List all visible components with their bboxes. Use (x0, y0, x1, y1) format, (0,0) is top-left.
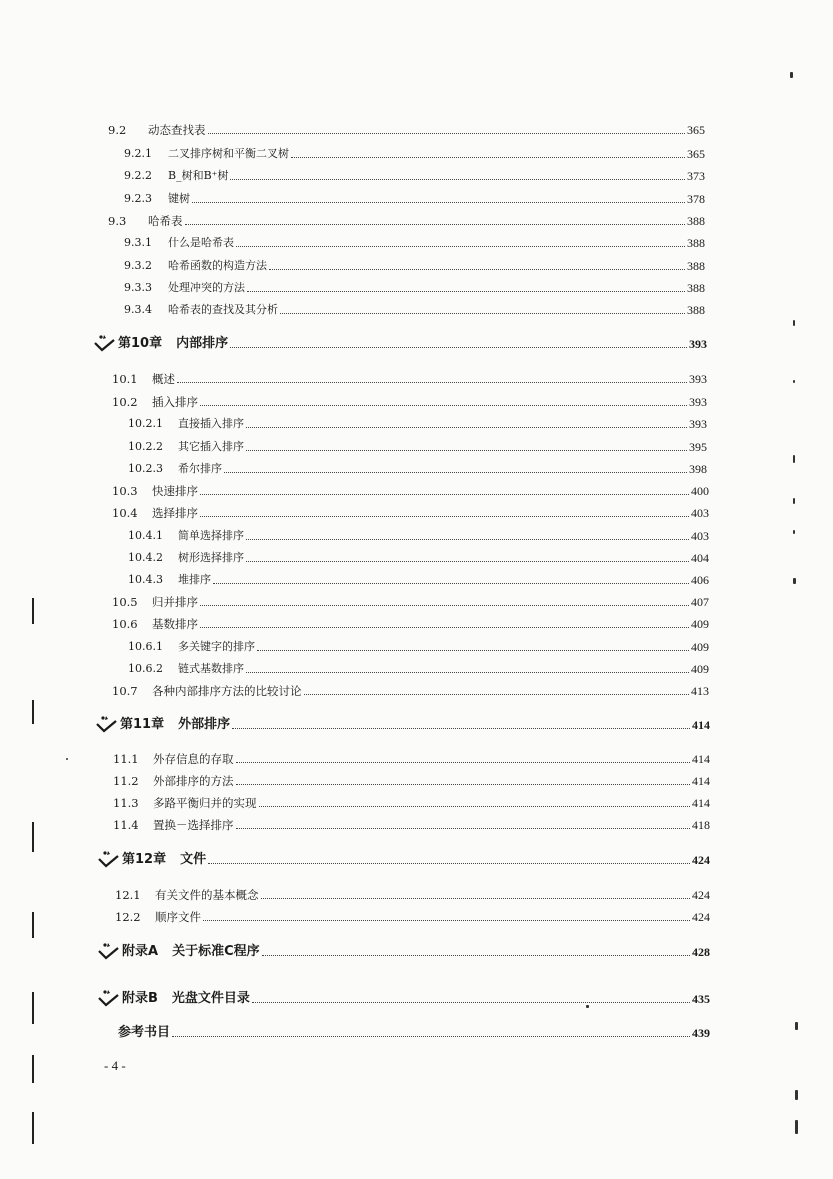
toc-entry[interactable] (115, 888, 710, 902)
toc-entry[interactable] (120, 718, 710, 732)
toc-entry-number: 第11章 (120, 717, 165, 732)
toc-entry-title: 参考书目 (118, 1025, 171, 1040)
dot-leader (172, 1035, 690, 1037)
toc-entry-number: 12.1 (115, 888, 141, 902)
toc-entry-title: 多路平衡归并的实现 (153, 796, 257, 810)
dot-leader (230, 346, 687, 348)
toc-entry-number: 9.2.1 (124, 147, 152, 160)
toc-entry-number: 附录B (122, 991, 158, 1006)
toc-entry-title: 处理冲突的方法 (168, 281, 245, 294)
scan-speck (795, 1022, 798, 1030)
toc-entry-page: 395 (689, 440, 707, 454)
toc-entry[interactable] (124, 281, 705, 295)
dot-leader (208, 132, 686, 134)
toc-entry-page: 414 (692, 752, 710, 766)
dot-leader (203, 919, 690, 921)
toc-entry[interactable] (124, 236, 705, 250)
toc-entry-title: 快速排序 (152, 484, 198, 498)
toc-entry-title: 概述 (152, 372, 175, 386)
toc-entry-page: 388 (687, 214, 705, 228)
toc-entry-page: 393 (689, 395, 707, 409)
dot-leader (185, 223, 686, 225)
toc-entry[interactable] (128, 529, 709, 543)
toc-entry-page: 413 (691, 684, 709, 698)
scan-speck (66, 758, 68, 760)
toc-entry-title: 基数排序 (152, 617, 198, 631)
dot-leader (247, 290, 685, 292)
toc-entry-number: 9.2.3 (124, 192, 152, 205)
toc-entry-number: 9.3.1 (124, 236, 152, 249)
toc-entry-number: 9.3.2 (124, 259, 152, 272)
toc-entry[interactable] (115, 910, 710, 924)
dot-leader (236, 245, 685, 247)
toc-entry-number: 10.4.3 (128, 573, 163, 586)
toc-entry-title: 外部排序 (178, 717, 231, 732)
dot-leader (257, 649, 689, 651)
dot-leader (236, 827, 691, 829)
toc-entry[interactable] (128, 551, 709, 565)
toc-entry[interactable] (104, 1026, 710, 1040)
dot-leader (192, 201, 685, 203)
toc-entry[interactable] (112, 484, 709, 498)
toc-entry-title: 键树 (168, 192, 190, 205)
toc-entry-number: 10.2.3 (128, 462, 163, 475)
scan-mark (32, 822, 34, 852)
toc-entry[interactable] (118, 337, 707, 351)
toc-entry-number: 11.4 (113, 818, 139, 832)
toc-entry-title: 光盘文件目录 (171, 991, 250, 1006)
toc-entry-title: 什么是哈希表 (168, 236, 234, 249)
toc-entry-page: 424 (692, 853, 710, 867)
toc-entry-number: 10.4.1 (128, 529, 163, 542)
dot-leader (177, 381, 687, 383)
toc-entry[interactable] (122, 853, 710, 867)
toc-entry-page: 393 (689, 372, 707, 386)
toc-entry-page: 388 (687, 236, 705, 250)
dot-leader (246, 449, 687, 451)
toc-entry-page: 424 (692, 910, 710, 924)
toc-entry[interactable] (113, 796, 710, 810)
toc-entry-page: 414 (692, 796, 710, 810)
toc-entry-page: 409 (691, 662, 709, 676)
toc-entry-title: 哈希函数的构造方法 (168, 259, 267, 272)
scan-speck (793, 578, 796, 584)
toc-entry-title: 直接插入排序 (178, 417, 244, 430)
toc-entry-number: 10.2.2 (128, 440, 163, 453)
toc-entry-title: 多关键字的排序 (178, 640, 255, 653)
toc-entry-page: 428 (692, 945, 710, 959)
toc-entry-number: 9.3.3 (124, 281, 152, 294)
toc-entry-number: 11.2 (113, 774, 139, 788)
toc-entry[interactable] (112, 617, 709, 631)
scan-mark (32, 992, 34, 1024)
toc-entry[interactable] (122, 992, 710, 1006)
toc-entry-page: 393 (689, 417, 707, 431)
dot-leader (246, 538, 689, 540)
toc-entry-page: 398 (689, 462, 707, 476)
toc-entry-number: 9.3 (108, 214, 127, 228)
toc-entry[interactable] (128, 462, 707, 476)
dot-leader (224, 471, 687, 473)
toc-entry-title: 堆排序 (178, 573, 211, 586)
toc-entry[interactable] (128, 417, 707, 431)
dot-leader (230, 178, 685, 180)
toc-entry[interactable] (128, 640, 709, 654)
dot-leader (236, 761, 691, 763)
scan-mark (32, 598, 34, 624)
dot-leader (213, 582, 689, 584)
toc-entry-title: 哈希表的查找及其分析 (168, 303, 278, 316)
scan-speck (586, 1005, 589, 1008)
toc-entry-page: 439 (692, 1026, 710, 1040)
toc-entry-title: 其它插入排序 (178, 440, 244, 453)
dot-leader (304, 693, 690, 695)
toc-entry-title: 顺序文件 (155, 910, 201, 924)
toc-entry-title: 各种内部排序方法的比较讨论 (152, 684, 302, 698)
toc-entry-title: 内部排序 (176, 336, 229, 351)
toc-entry-number: 10.6.2 (128, 662, 163, 675)
toc-entry-number: 第10章 (118, 336, 163, 351)
dot-leader (280, 312, 685, 314)
toc-entry[interactable] (108, 123, 705, 137)
toc-entry-number: 10.6.1 (128, 640, 163, 653)
toc-entry-number: 11.3 (113, 796, 139, 810)
toc-entry[interactable] (124, 303, 705, 317)
dot-leader (259, 805, 691, 807)
toc-entry-title: 二叉排序树和平衡二叉树 (168, 147, 289, 160)
dot-leader (200, 604, 689, 606)
toc-entry-page: 404 (691, 551, 709, 565)
toc-entry-page: 400 (691, 484, 709, 498)
dot-leader (269, 268, 685, 270)
toc-entry-title: 树形选择排序 (178, 551, 244, 564)
chapter-marker-icon (98, 989, 120, 1007)
toc-entry-number: 9.2.2 (124, 169, 152, 182)
dot-leader (232, 727, 690, 729)
dot-leader (246, 671, 689, 673)
toc-entry-title: 哈希表 (148, 214, 183, 228)
toc-entry-number: 10.4 (112, 506, 138, 520)
toc-entry-number: 12.2 (115, 910, 141, 924)
toc-entry-number: 10.6 (112, 617, 138, 631)
toc-entry-page: 365 (687, 147, 705, 161)
scan-speck (795, 1090, 798, 1100)
scan-mark (32, 700, 34, 724)
scan-speck (793, 320, 795, 326)
toc-entry[interactable] (108, 214, 705, 228)
dot-leader (200, 493, 689, 495)
toc-entry[interactable] (112, 684, 709, 698)
dot-leader (200, 626, 689, 628)
toc-entry[interactable] (124, 169, 705, 183)
toc-entry[interactable] (128, 662, 709, 676)
toc-entry-number: 10.1 (112, 372, 138, 386)
toc-entry-title: 动态查找表 (148, 123, 206, 137)
toc-entry[interactable] (122, 945, 710, 959)
toc-entry-page: 403 (691, 506, 709, 520)
toc-entry-number: 附录A (122, 944, 159, 959)
toc-entry-number: 10.2.1 (128, 417, 163, 430)
dot-leader (200, 404, 687, 406)
toc-entry-page: 418 (692, 818, 710, 832)
dot-leader (252, 1001, 690, 1003)
toc-entry[interactable] (112, 395, 707, 409)
dot-leader (236, 783, 691, 785)
toc-entry-page: 388 (687, 259, 705, 273)
toc-entry-number: 10.5 (112, 595, 138, 609)
toc-entry-page: 393 (689, 337, 707, 351)
toc-entry-number: 第12章 (122, 852, 167, 867)
toc-entry-number: 9.3.4 (124, 303, 152, 316)
toc-entry[interactable] (124, 259, 705, 273)
chapter-marker-icon (98, 942, 120, 960)
toc-entry-title: 关于标准C程序 (172, 944, 260, 959)
toc-entry-title: 有关文件的基本概念 (155, 888, 259, 902)
toc-entry-title: 外部排序的方法 (153, 774, 234, 788)
toc-entry-page: 403 (691, 529, 709, 543)
toc-entry-page: 388 (687, 303, 705, 317)
toc-entry-page: 378 (687, 192, 705, 206)
toc-entry-page: 409 (691, 640, 709, 654)
toc-entry-page: 407 (691, 595, 709, 609)
dot-leader (208, 862, 690, 864)
toc-entry-title: B_树和B⁺树 (168, 169, 229, 182)
toc-entry[interactable] (113, 752, 710, 766)
toc-entry-title: 选择排序 (152, 506, 198, 520)
scan-speck (793, 498, 795, 504)
dot-leader (291, 156, 685, 158)
toc-entry[interactable] (113, 818, 710, 832)
toc-entry[interactable] (128, 573, 709, 587)
toc-entry-number: 11.1 (113, 752, 139, 766)
chapter-marker-icon (94, 334, 116, 352)
page-number: - 4 - (104, 1058, 126, 1073)
toc-entry-page: 414 (692, 774, 710, 788)
scan-mark (32, 1112, 34, 1144)
toc-entry-page: 409 (691, 617, 709, 631)
dot-leader (246, 560, 689, 562)
toc-entry[interactable] (113, 774, 710, 788)
toc-entry-page: 424 (692, 888, 710, 902)
toc-entry[interactable] (128, 440, 707, 454)
toc-entry-page: 414 (692, 718, 710, 732)
toc-entry-page: 373 (687, 169, 705, 183)
scan-speck (793, 455, 795, 463)
scan-speck (793, 380, 795, 383)
toc-entry-page: 406 (691, 573, 709, 587)
toc-entry-number: 10.4.2 (128, 551, 163, 564)
toc-entry[interactable] (112, 506, 709, 520)
toc-entry[interactable] (124, 192, 705, 206)
toc-entry[interactable] (112, 372, 707, 386)
toc-entry-number: 10.3 (112, 484, 138, 498)
toc-entry-title: 链式基数排序 (178, 662, 244, 675)
scan-speck (795, 1120, 798, 1134)
toc-entry-number: 10.2 (112, 395, 138, 409)
toc-entry-title: 希尔排序 (178, 462, 222, 475)
toc-entry-title: 外存信息的存取 (153, 752, 234, 766)
toc-entry-page: 435 (692, 992, 710, 1006)
toc-entry-title: 插入排序 (152, 395, 198, 409)
chapter-marker-icon (98, 850, 120, 868)
toc-entry-title: 简单选择排序 (178, 529, 244, 542)
toc-entry-number: 9.2 (108, 123, 127, 137)
toc-entry[interactable] (124, 147, 705, 161)
scan-speck (790, 72, 793, 78)
dot-leader (261, 897, 691, 899)
dot-leader (246, 426, 687, 428)
scan-mark (32, 1055, 34, 1083)
toc-entry-title: 置换－选择排序 (153, 818, 234, 832)
scan-mark (32, 912, 34, 938)
toc-entry-page: 388 (687, 281, 705, 295)
chapter-marker-icon (96, 715, 118, 733)
toc-entry-title: 文件 (180, 852, 207, 867)
toc-entry-number: 10.7 (112, 684, 138, 698)
toc-entry-title: 归并排序 (152, 595, 198, 609)
dot-leader (262, 954, 690, 956)
toc-entry[interactable] (112, 595, 709, 609)
toc-entry-page: 365 (687, 123, 705, 137)
scan-speck (793, 530, 795, 534)
dot-leader (200, 515, 689, 517)
